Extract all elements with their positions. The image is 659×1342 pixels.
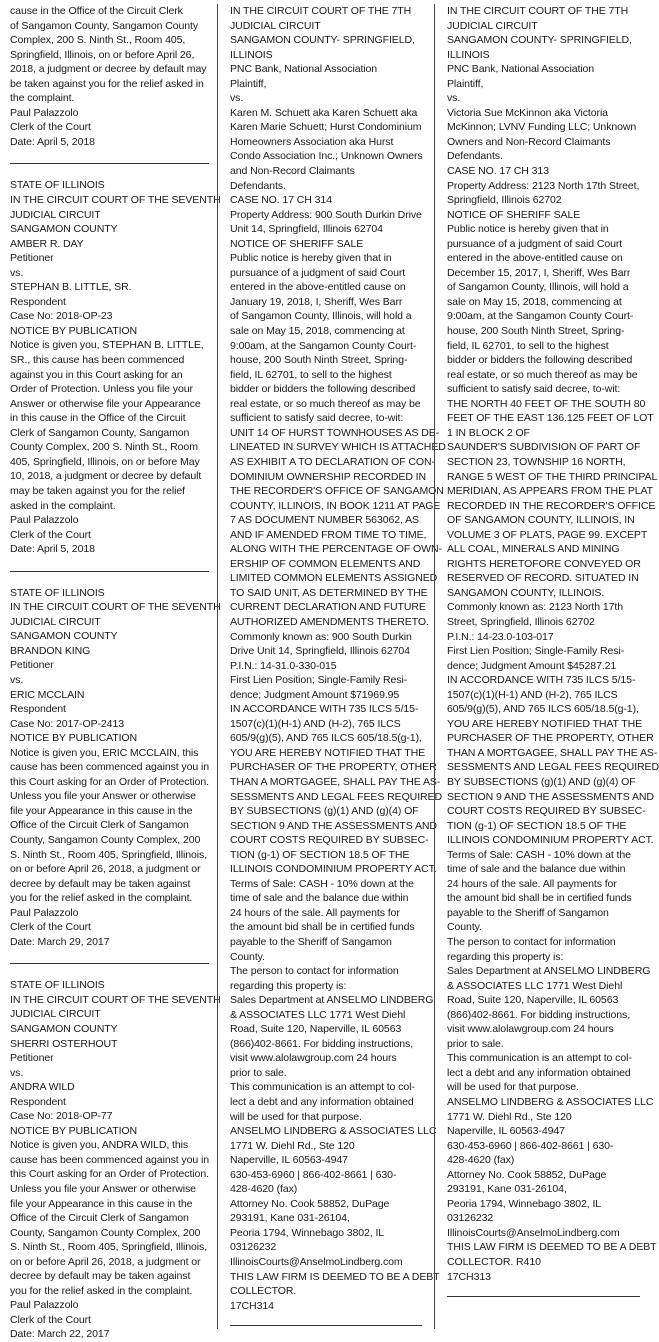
notice-end-divider (230, 1325, 422, 1326)
notice-line: bidder or bidders the following described (447, 354, 633, 367)
notice-line: ALL COAL, MINERALS AND MINING (447, 543, 620, 556)
notice-line: Defendants. (447, 150, 503, 163)
notice-line: 605/9(g)(5), AND 765 ILCS 605/18.5(g-1), (230, 732, 422, 745)
notice-line: 03126232 (230, 1241, 277, 1254)
notice-line: BRANDON KING (10, 644, 91, 657)
notice-line: Date: March 22, 2017 (10, 1328, 110, 1341)
notice-line: RECORDED IN THE RECORDER'S OFFICE (447, 499, 656, 512)
notice-line: Public notice is hereby given that in (230, 252, 392, 265)
notice-line: 293191, Kane 031-26104, (447, 1183, 567, 1196)
notice-line: SANGAMON COUNTY (10, 630, 118, 643)
notice-line: McKinnon; LVNV Funding LLC; Unknown (447, 121, 637, 134)
notice-line: cause has been commenced against you in (10, 1153, 209, 1166)
notice-line: Clerk of the Court (10, 1313, 91, 1326)
notice-line: may be taken against you for the relief (10, 484, 185, 497)
notice-line: S. Ninth St., Room 405, Springfield, Illinois, (10, 848, 208, 861)
notice-line: Springfield, Illinois, on or before April 26, (10, 48, 195, 61)
notice-line: 17CH313 (447, 1270, 491, 1283)
notice-line: AS EXHIBIT A TO DECLARATION OF CON- (230, 455, 435, 468)
notice-line: Public notice is hereby given that in (447, 223, 609, 236)
notice-line: SHERRI OSTERHOUT (10, 1037, 118, 1050)
notice-line: Karen Marie Schuett; Hurst Condominium (230, 121, 422, 134)
notice-line: PURCHASER OF THE PROPERTY, OTHER (447, 732, 654, 745)
notice-line: entered in the above-entitled cause on (447, 252, 623, 265)
notice-line: PNC Bank, National Association (447, 63, 595, 76)
notice-line: IN THE CIRCUIT COURT OF THE SEVENTH (10, 194, 221, 207)
notice-line: Case No: 2017-OP-2413 (10, 717, 124, 730)
notice-line: sale on May 15, 2018, commencing at (230, 325, 405, 338)
notice-line: 1771 W. Diehl Rd., Ste 120 (447, 1110, 572, 1123)
notice-line: This communication is an attempt to col- (447, 1052, 632, 1065)
notice-line: 405, Springfield, Illinois, on or before May (10, 455, 200, 468)
notice-line: ANDRA WILD (10, 1081, 75, 1094)
notice-line: ANSELMO LINDBERG & ASSOCIATES LLC (230, 1125, 437, 1138)
notice-line: P.I.N.: 14-31.0-330-015 (230, 659, 337, 672)
notice-line: Date: March 29, 2017 (10, 935, 110, 948)
notice-line: Defendants. (230, 179, 286, 192)
notice-line: Owners and Non-Record Claimants (447, 135, 611, 148)
notice-line: Sales Department at ANSELMO LINDBERG (230, 994, 434, 1007)
notice-line: vs. (447, 92, 461, 105)
notice-line: payable to the Sheriff of Sangamon (447, 906, 609, 919)
notice-line: COURT COSTS REQUIRED BY SUBSEC- (230, 834, 429, 847)
notice-line: AUTHORIZED AMENDMENTS THERETO. (230, 615, 429, 628)
notice-line: MERIDIAN, AS APPEARS FROM THE PLAT (447, 485, 654, 498)
notice-line: ILLINOIS (447, 48, 490, 61)
notice-line: decree by default may be taken against (10, 1270, 191, 1283)
notice-line: decree by default may be taken against (10, 877, 191, 890)
column-3 (434, 4, 659, 1329)
notice-line: field, IL 62701, to sell to the highest (447, 339, 609, 352)
notice-line: County. (447, 921, 482, 934)
notice-line: BY SUBSECTIONS (g)(1) AND (g)(4) OF (230, 805, 419, 818)
notice-line: Answer or otherwise file your Appearance (10, 397, 201, 410)
notice-line: sufficient to satisfy said decree, to-wit: (447, 383, 621, 396)
notice-line: Commonly known as: 900 South Durkin (230, 630, 412, 643)
notice-line: OF SANGAMON COUNTY, ILLINOIS, IN (447, 514, 635, 527)
column-2 (217, 4, 446, 1329)
notice-divider (10, 163, 209, 164)
notice-line: Unless you file your Answer or otherwise (10, 1183, 196, 1196)
notice-line: SESSMENTS AND LEGAL FEES REQUIRED (230, 790, 442, 803)
notice-line: SANGAMON COUNTY- SPRINGFIELD, (230, 34, 415, 47)
notice-line: SECTION 9 AND THE ASSESSMENTS AND (447, 790, 654, 803)
notice-line: house, 200 South Ninth Street, Spring- (447, 325, 625, 338)
notice-line: of Sangamon County, Sangamon County (10, 19, 199, 32)
notice-line: this Court asking for an Order of Protection. (10, 1168, 209, 1181)
notice-line: 9:00am, at the Sangamon County Court- (230, 339, 417, 352)
notice-line: prior to sale. (447, 1037, 504, 1050)
notice-line: TO SAID UNIT, AS DETERMINED BY THE (230, 586, 428, 599)
notice-line: YOU ARE HEREBY NOTIFIED THAT THE (230, 746, 426, 759)
notice-line: Notice is given you, ERIC MCCLAIN, this (10, 746, 199, 759)
notice-end-divider (447, 1296, 640, 1297)
notice-line: real estate, or so much thereof as may be (447, 368, 638, 381)
notice-line: 10, 2018, a judgment or decree by default (10, 470, 202, 483)
notice-line: STEPHAN B. LITTLE, SR. (10, 281, 132, 294)
notice-line: S. Ninth St., Room 405, Springfield, Illinois, (10, 1241, 208, 1254)
notice-line: (866)402-8661. For bidding instructions, (447, 1008, 631, 1021)
notice-line: Condo Association Inc.; Unknown Owners (230, 150, 423, 163)
notice-line: Naperville, IL 60563-4947 (230, 1154, 348, 1167)
notice-line: AMBER R. DAY (10, 237, 84, 250)
notice-line: lect a debt and any information obtained (447, 1066, 631, 1079)
legal-notice (10, 978, 221, 1342)
notice-line: Attorney No. Cook 58852, DuPage (230, 1197, 390, 1210)
notice-divider (10, 571, 209, 572)
notice-line: COLLECTOR. R410 (447, 1256, 541, 1269)
notice-line: This communication is an attempt to col- (230, 1081, 415, 1094)
notice-line: be taken against you for the relief asked in (10, 77, 204, 90)
notice-line: Notice is given you, ANDRA WILD, this (10, 1139, 189, 1152)
notice-line: pursuance of a judgment of said Court (230, 266, 406, 279)
notice-line: First Lien Position; Single-Family Resi- (230, 674, 408, 687)
notice-line: 605/9(g)(5), AND 765 ILCS 605/18.5(g-1), (447, 703, 639, 716)
notice-line: you for the relief asked in the complaint. (10, 1284, 193, 1297)
notice-line: Notice is given you, STEPHAN B. LITTLE, (10, 339, 204, 352)
notice-line: cause has been commenced against you in (10, 761, 209, 774)
notice-line: regarding this property is: (230, 979, 347, 992)
notice-line: ERIC MCCLAIN (10, 688, 85, 701)
notice-line: Case No: 2018-OP-23 (10, 310, 113, 323)
notice-line: NOTICE BY PUBLICATION (10, 1124, 138, 1137)
notice-line: vs. (10, 673, 24, 686)
notice-line: 24 hours of the sale. All payments for (230, 906, 400, 919)
notice-line: Unless you file your Answer or otherwise (10, 790, 196, 803)
notice-line: real estate, or so much thereof as may be (230, 397, 421, 410)
notice-line: STATE OF ILLINOIS (10, 979, 105, 992)
notice-line: time of sale and the balance due within (230, 892, 409, 905)
notice-line: IN THE CIRCUIT COURT OF THE 7TH (230, 5, 412, 17)
notice-line: SANGAMON COUNTY (10, 1023, 118, 1035)
notice-line: JUDICIAL CIRCUIT (10, 615, 101, 628)
notice-line: Road, Suite 120, Naperville, IL 60563 (230, 1023, 402, 1036)
notice-line: JUDICIAL CIRCUIT (10, 208, 101, 221)
column-1 (0, 4, 221, 1341)
notice-line: Karen M. Schuett aka Karen Schuett aka (230, 106, 418, 119)
notice-line: THAN A MORTGAGEE, SHALL PAY THE AS- (447, 746, 658, 759)
notice-line: Property Address: 900 South Durkin Drive (230, 208, 422, 221)
notice-line: the amount bid shall be in certified funds (230, 921, 415, 934)
notice-line: SAUNDER'S SUBDIVISION OF PART OF (447, 441, 641, 454)
notice-line: The person to contact for information (447, 936, 616, 948)
notice-line: Plaintiff, (447, 77, 484, 90)
notice-line: IN THE CIRCUIT COURT OF THE SEVENTH (10, 993, 221, 1006)
notice-line: sale on May 15, 2018, commencing at (447, 295, 622, 308)
notice-line: Petitioner (10, 1052, 54, 1065)
notice-line: RIGHTS HERETOFORE CONVEYED OR (447, 557, 641, 570)
notice-line: NOTICE BY PUBLICATION (10, 732, 138, 745)
notice-line: 1 IN BLOCK 2 OF (447, 426, 530, 439)
notice-line: dence; Judgment Amount $45287.21 (447, 659, 617, 672)
notice-line: Respondent (10, 295, 66, 308)
notice-line: cause in the Office of the Circuit Clerk (10, 5, 183, 17)
notice-line: will be used for that purpose. (447, 1081, 579, 1094)
notice-line: 9:00am, at the Sangamon County Court- (447, 310, 634, 323)
notice-line: and Non-Record Claimants (230, 165, 355, 178)
notice-line: 428-4620 (fax) (230, 1183, 298, 1196)
notice-line: Commonly known as: 2123 North 17th (447, 601, 623, 614)
notice-line: Terms of Sale: CASH - 10% down at the (447, 848, 631, 861)
notice-line: 2018, a judgment or decree by default may (10, 63, 207, 76)
notice-line: Respondent (10, 1095, 66, 1108)
notice-line: SECTION 23, TOWNSHIP 16 NORTH, (447, 455, 626, 468)
notice-line: SANGAMON COUNTY, ILLINOIS. (447, 586, 605, 599)
notice-line: 7 AS DOCUMENT NUMBER 563062, AS (230, 514, 419, 527)
notice-line: ILLINOIS CONDOMINIUM PROPERTY ACT. (447, 834, 654, 847)
notice-line: PNC Bank, National Association (230, 63, 378, 76)
notice-line: P.I.N.: 14-23.0-103-017 (447, 630, 554, 643)
notice-line: Homeowners Association aka Hurst (230, 135, 394, 148)
notice-line: Complex, 200 S. Ninth St., Room 405, (10, 34, 186, 47)
notice-line: RANGE 5 WEST OF THE THIRD PRINCIPAL (447, 470, 658, 483)
notice-line: Road, Suite 120, Naperville, IL 60563 (447, 994, 619, 1007)
notice-line: LIMITED COMMON ELEMENTS ASSIGNED (230, 572, 438, 585)
notice-line: IllinoisCourts@AnselmoLindberg.com (230, 1256, 403, 1269)
notice-line: on or before April 26, 2018, a judgment or (10, 863, 201, 876)
notice-line: JUDICIAL CIRCUIT (447, 19, 538, 32)
notice-line: field, IL 62701, to sell to the highest (230, 368, 392, 381)
notice-line: COUNTY, ILLINOIS, IN BOOK 1211 AT PAGE (230, 499, 441, 512)
notice-line: Paul Palazzolo (10, 514, 79, 527)
notice-line: pursuance of a judgment of said Court (447, 237, 623, 250)
notice-line: Peoria 1794, Winnebago 3802, IL (230, 1226, 385, 1239)
notice-line: file your Appearance in this cause in the (10, 804, 193, 817)
notice-line: December 15, 2017, I, Sheriff, Wes Barr (447, 266, 631, 279)
notice-line: County Complex, 200 S. Ninth St., Room (10, 441, 198, 454)
notice-line: on or before April 26, 2018, a judgment or (10, 1255, 201, 1268)
notice-line: JUDICIAL CIRCUIT (230, 19, 321, 32)
notice-line: 1507(c)(1)(H-1) AND (H-2), 765 ILCS (447, 688, 618, 701)
notice-line: Paul Palazzolo (10, 106, 79, 119)
notice-line: 293191, Kane 031-26104, (230, 1212, 350, 1225)
notice-line: JUDICIAL CIRCUIT (10, 1008, 101, 1021)
legal-notice (10, 178, 221, 556)
legal-notice (10, 586, 221, 950)
notice-line: Terms of Sale: CASH - 10% down at the (230, 877, 414, 890)
notice-line: Clerk of the Court (10, 921, 91, 934)
notice-line: Unit 14, Springfield, Illinois 62704 (230, 223, 383, 236)
notice-line: Order of Protection. Unless you file your (10, 383, 193, 396)
notice-line: Plaintiff, (230, 77, 267, 90)
notice-line: Paul Palazzolo (10, 1299, 79, 1312)
notice-line: the complaint. (10, 92, 75, 105)
notice-line: UNIT 14 OF HURST TOWNHOUSES AS DE- (230, 426, 440, 439)
notice-line: Paul Palazzolo (10, 906, 79, 919)
notice-line: vs. (230, 92, 244, 105)
notice-line: 24 hours of the sale. All payments for (447, 877, 617, 890)
notice-line: vs. (10, 1066, 24, 1079)
notice-line: ILLINOIS (230, 48, 273, 61)
notice-line: County. (230, 950, 265, 963)
notice-line: visit www.alolawgroup.com 24 hours (230, 1052, 397, 1065)
notice-line: Property Address: 2123 North 17th Street, (447, 179, 640, 192)
notice-line: THAN A MORTGAGEE, SHALL PAY THE AS- (230, 775, 441, 788)
notice-line: NOTICE BY PUBLICATION (10, 324, 138, 337)
notice-line: Office of the Circuit Clerk of Sangamon (10, 1212, 189, 1225)
notice-line: STATE OF ILLINOIS (10, 586, 105, 599)
notice-line: Springfield, Illinois 62702 (447, 194, 562, 207)
notice-line: 17CH314 (230, 1299, 274, 1312)
notice-line: ANSELMO LINDBERG & ASSOCIATES LLC (447, 1096, 654, 1109)
notice-line: ERSHIP OF COMMON ELEMENTS AND (230, 557, 421, 570)
notice-line: lect a debt and any information obtained (230, 1096, 414, 1109)
notice-line: LINEATED IN SURVEY WHICH IS ATTACHED (230, 441, 446, 454)
notice-line: asked in the complaint. (10, 499, 116, 512)
notice-line: THE NORTH 40 FEET OF THE SOUTH 80 (447, 397, 646, 410)
notice-line: Sales Department at ANSELMO LINDBERG (447, 965, 651, 978)
notice-line: IN ACCORDANCE WITH 735 ILCS 5/15- (230, 703, 419, 716)
notice-line: (866)402-8661. For bidding instructions, (230, 1037, 414, 1050)
notice-line: Victoria Sue McKinnon aka Victoria (447, 106, 608, 119)
notice-line: January 19, 2018, I, Sheriff, Wes Barr (230, 295, 403, 308)
notice-line: visit www.alolawgroup.com 24 hours (447, 1023, 614, 1036)
notice-line: against you in this Court asking for an (10, 368, 183, 381)
notice-line: Street, Springfield, Illinois 62702 (447, 615, 595, 628)
notice-line: regarding this property is: (447, 950, 564, 963)
notice-line: of Sangamon County, Illinois, will hold a (447, 281, 629, 294)
notice-line: CASE NO. 17 CH 314 (230, 194, 332, 207)
notice-line: VOLUME 3 OF PLATS, PAGE 99. EXCEPT (447, 528, 648, 541)
notice-line: Clerk of the Court (10, 121, 91, 134)
legal-notice (447, 4, 659, 1284)
notice-line: & ASSOCIATES LLC 1771 West Diehl (447, 979, 623, 992)
notice-line: County, Sangamon County Complex, 200 (10, 1226, 201, 1239)
notice-line: SANGAMON COUNTY- SPRINGFIELD, (447, 34, 632, 47)
notice-line: County, Sangamon County Complex, 200 (10, 833, 201, 846)
notice-line: DOMINIUM OWNERSHIP RECORDED IN (230, 470, 427, 483)
notice-line: RESERVED OF RECORD. SITUATED IN (447, 572, 639, 585)
notice-line: 630-453-6960 | 866-402-8661 | 630- (230, 1168, 397, 1181)
notice-line: Petitioner (10, 659, 54, 672)
notice-line: CASE NO. 17 CH 313 (447, 165, 549, 178)
notice-line: IN THE CIRCUIT COURT OF THE SEVENTH (10, 601, 221, 614)
notice-line: 1771 W. Diehl Rd., Ste 120 (230, 1139, 355, 1152)
legal-notice (230, 4, 446, 1313)
notice-line: this Court asking for an Order of Protection. (10, 775, 209, 788)
notice-line: Clerk of the Court (10, 528, 91, 541)
notice-line: Peoria 1794, Winnebago 3802, IL (447, 1197, 602, 1210)
notice-line: Respondent (10, 703, 66, 716)
notice-line: bidder or bidders the following described (230, 383, 416, 396)
notice-line: will be used for that purpose. (230, 1110, 362, 1123)
notice-line: NOTICE OF SHERIFF SALE (447, 208, 581, 221)
notice-line: the amount bid shall be in certified funds (447, 892, 632, 905)
notice-line: COLLECTOR. (230, 1285, 297, 1298)
notice-line: & ASSOCIATES LLC 1771 West Diehl (230, 1008, 406, 1021)
notice-line: you for the relief asked in the complaint. (10, 892, 193, 905)
notice-line: house, 200 South Ninth Street, Spring- (230, 354, 408, 367)
notice-line: IN ACCORDANCE WITH 735 ILCS 5/15- (447, 674, 636, 687)
notice-line: TION (g-1) OF SECTION 18.5 OF THE (230, 848, 410, 861)
notice-line: YOU ARE HEREBY NOTIFIED THAT THE (447, 717, 643, 730)
notice-line: TION (g-1) OF SECTION 18.5 OF THE (447, 819, 627, 832)
notice-line: PURCHASER OF THE PROPERTY, OTHER (230, 761, 437, 774)
notice-line: Attorney No. Cook 58852, DuPage (447, 1168, 607, 1181)
notice-line: ILLINOIS CONDOMINIUM PROPERTY ACT. (230, 863, 437, 876)
notice-line: Date: April 5, 2018 (10, 543, 95, 556)
notice-line: Clerk of Sangamon County, Sangamon (10, 426, 190, 439)
notice-line: in this cause in the Office of the Circuit (10, 412, 186, 425)
notice-line: vs. (10, 266, 24, 279)
notice-line: Naperville, IL 60563-4947 (447, 1125, 565, 1138)
notice-divider (10, 963, 209, 964)
notice-line: THE RECORDER'S OFFICE OF SANGAMON (230, 485, 444, 498)
notice-line: NOTICE OF SHERIFF SALE (230, 237, 364, 250)
notice-line: SANGAMON COUNTY (10, 223, 118, 236)
notice-line: SR., this cause has been commenced (10, 354, 185, 367)
notice-line: THIS LAW FIRM IS DEEMED TO BE A DEBT (230, 1270, 440, 1283)
notice-line: SECTION 9 AND THE ASSESSMENTS AND (230, 819, 437, 832)
notice-line: CURRENT DECLARATION AND FUTURE (230, 601, 426, 614)
notice-line: ALONG WITH THE PERCENTAGE OF OWN- (230, 543, 442, 556)
notice-line: BY SUBSECTIONS (g)(1) AND (g)(4) OF (447, 775, 636, 788)
notice-line: of Sangamon County, Illinois, will hold a (230, 310, 412, 323)
notice-line: Petitioner (10, 252, 54, 265)
notice-line: Date: April 5, 2018 (10, 135, 95, 148)
notice-line: file your Appearance in this cause in the (10, 1197, 193, 1210)
notice-line: THIS LAW FIRM IS DEEMED TO BE A DEBT (447, 1241, 657, 1254)
notice-line: SESSMENTS AND LEGAL FEES REQUIRED (447, 761, 659, 774)
notice-line: dence; Judgment Amount $71969.95 (230, 688, 400, 701)
notice-line: 630-453-6960 | 866-402-8661 | 630- (447, 1139, 614, 1152)
notice-line: COURT COSTS REQUIRED BY SUBSEC- (447, 805, 646, 818)
notice-line: IllinoisCourts@AnselmoLindberg.com (447, 1226, 620, 1239)
notice-line: prior to sale. (230, 1066, 287, 1079)
notice-line: time of sale and the balance due within (447, 863, 626, 876)
notice-line: AND IF AMENDED FROM TIME TO TIME, (230, 528, 427, 541)
notice-line: The person to contact for information (230, 965, 399, 978)
legal-notice (10, 4, 213, 149)
notice-line: 428-4620 (fax) (447, 1154, 515, 1167)
notice-line: FEET OF THE EAST 136.125 FEET OF LOT (447, 412, 654, 425)
notice-line: payable to the Sheriff of Sangamon (230, 936, 392, 948)
notice-line: First Lien Position; Single-Family Resi- (447, 645, 625, 658)
notice-line: 1507(c)(1)(H-1) AND (H-2), 765 ILCS (230, 717, 401, 730)
notice-line: IN THE CIRCUIT COURT OF THE 7TH (447, 5, 629, 17)
notice-line: 03126232 (447, 1212, 494, 1225)
notice-line: sufficient to satisfy said decree, to-wit: (230, 412, 404, 425)
notice-line: Office of the Circuit Clerk of Sangamon (10, 819, 189, 832)
notice-line: entered in the above-entitled cause on (230, 281, 406, 294)
notice-line: STATE OF ILLINOIS (10, 179, 105, 192)
notice-line: Case No: 2018-OP-77 (10, 1110, 113, 1123)
notice-line: Drive Unit 14, Springfield, Illinois 62704 (230, 645, 410, 658)
